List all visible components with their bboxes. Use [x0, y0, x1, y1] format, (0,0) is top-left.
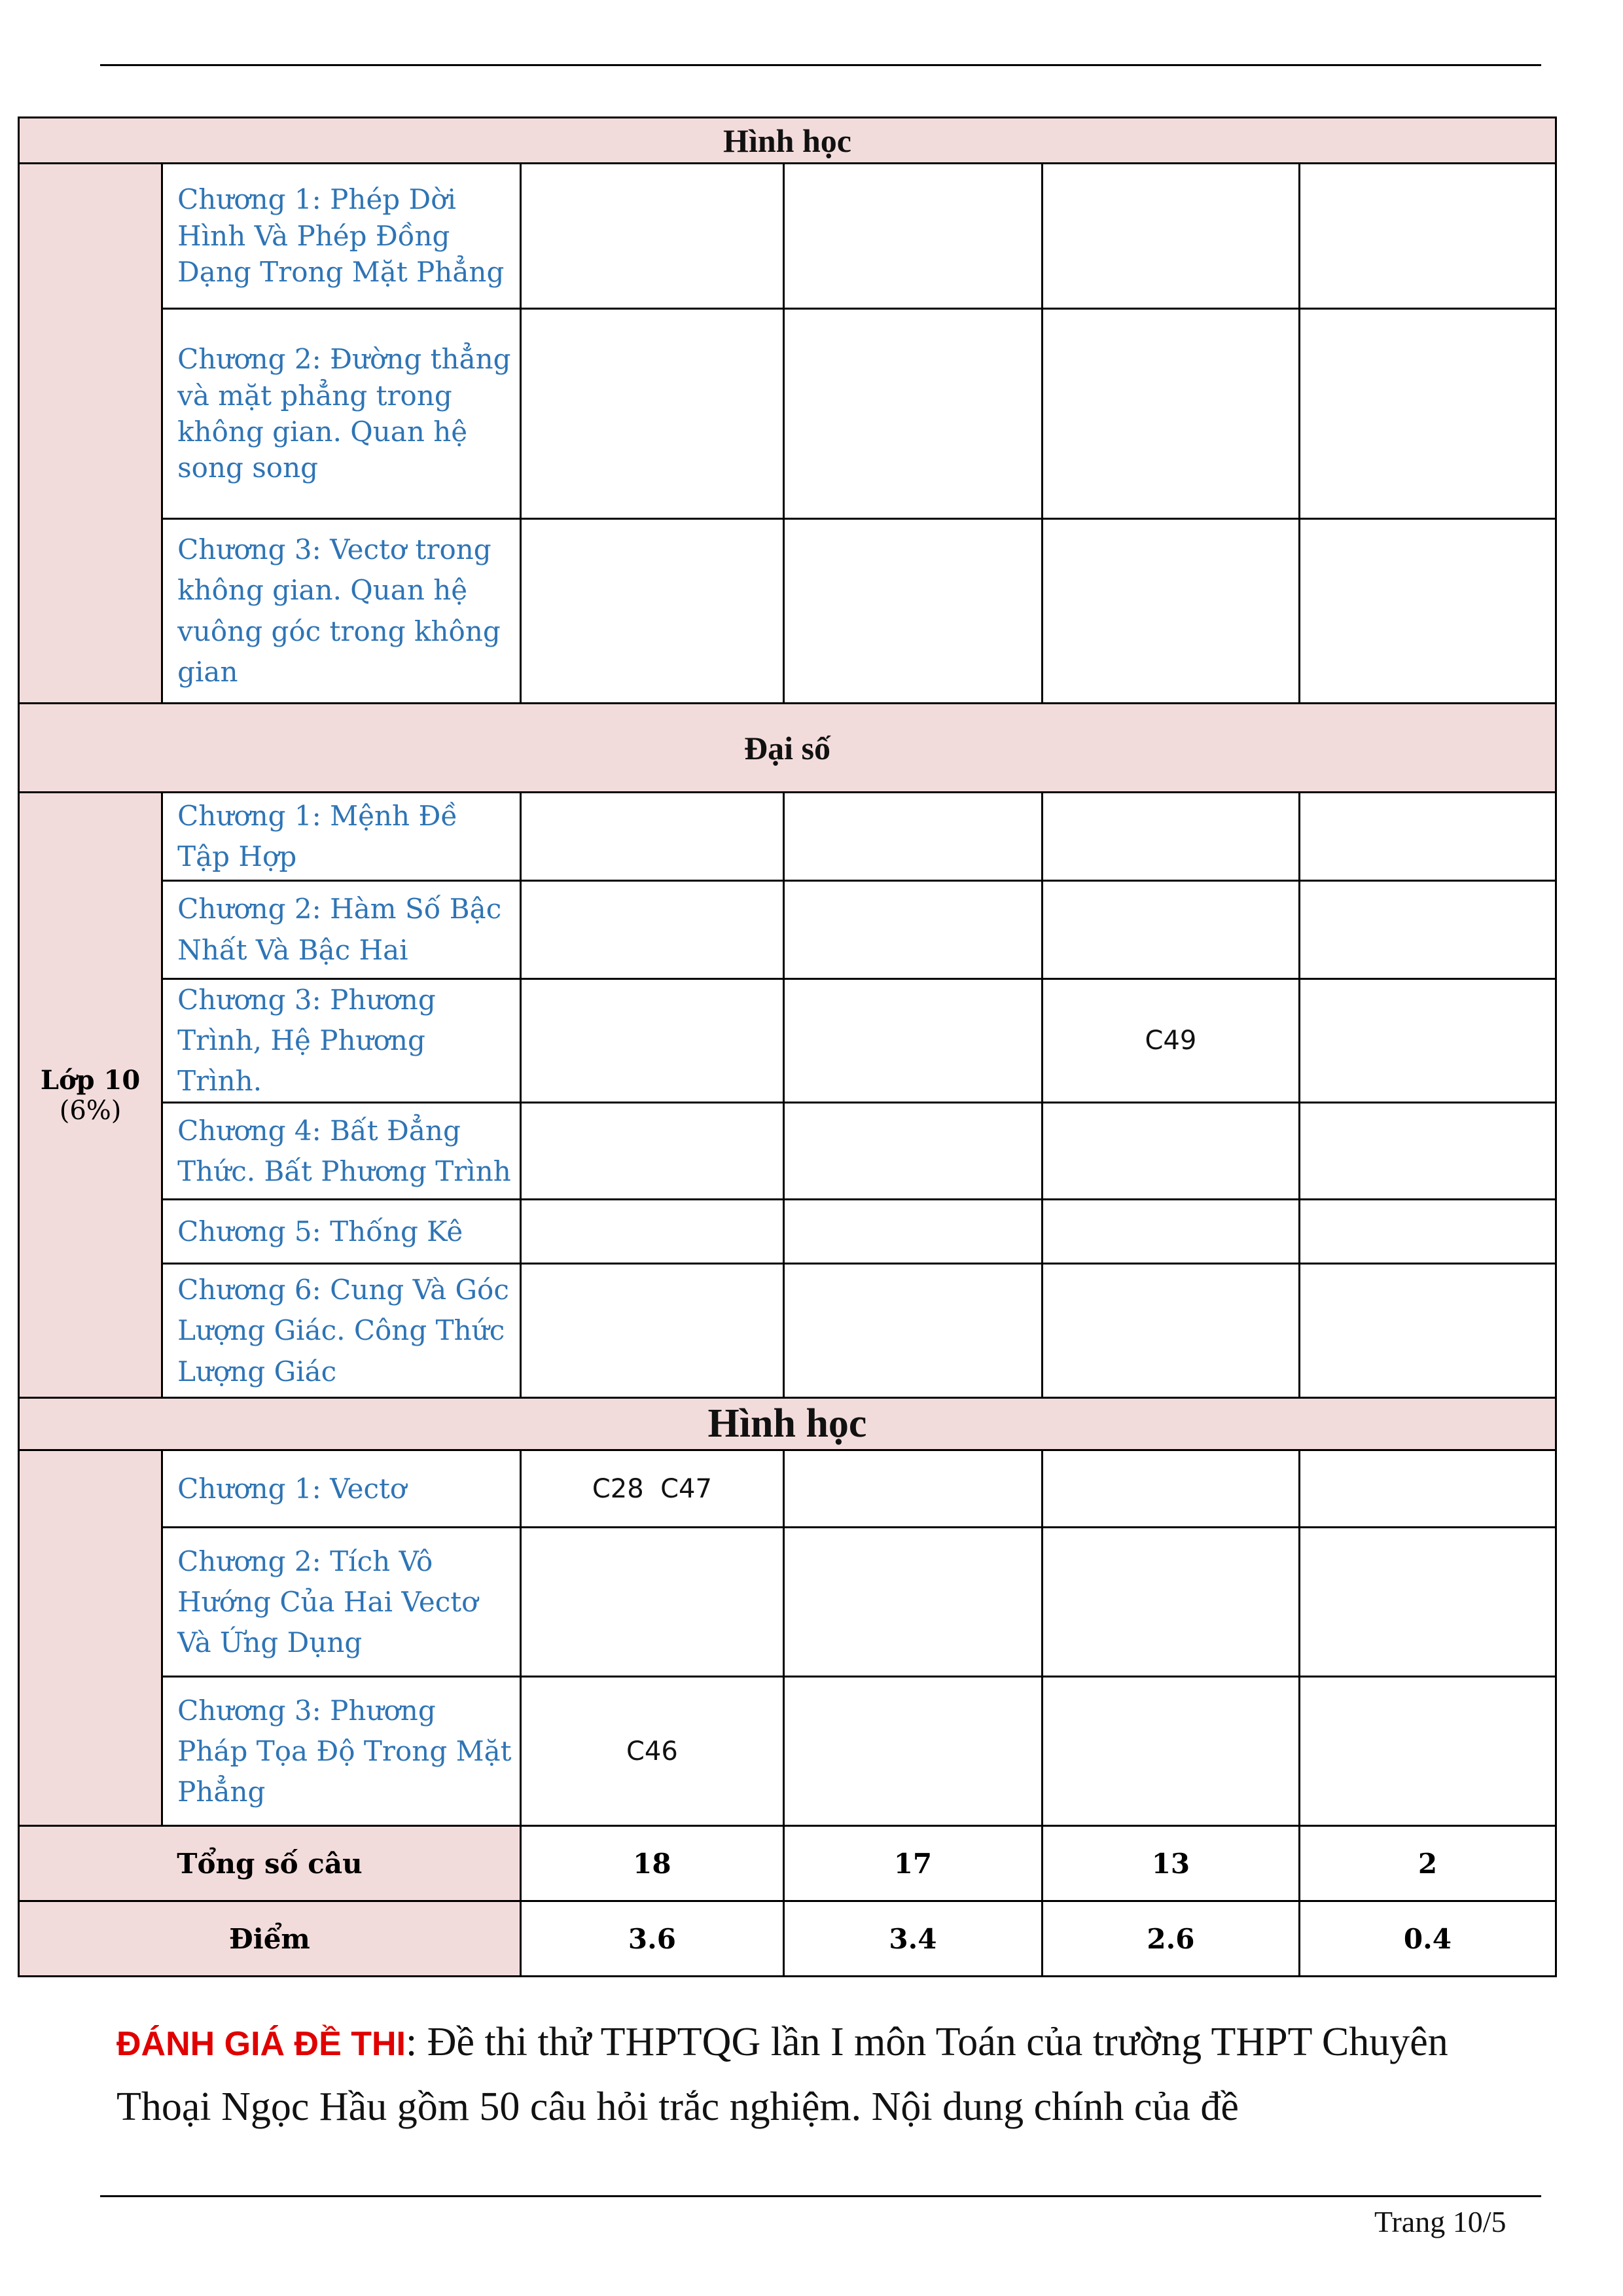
cell — [520, 979, 783, 1103]
table-row — [19, 1200, 1556, 1264]
grade-percent: (6%) — [59, 1095, 122, 1126]
cell — [783, 1103, 1042, 1200]
cell — [520, 1103, 783, 1200]
chapter-label: Chương 4: Bất Đẳng Thức. Bất Phương Trình — [162, 1103, 521, 1200]
evaluation-text: : Đề thi thử THPTQG lần I môn Toán của trường THPT Chuyên Thoại Ngọc Hầu gồm 50 câu hỏi trắc nghiệm. Nội dung chính của đề — [116, 2020, 1448, 2129]
section-title: Hình học — [19, 1398, 1556, 1450]
evaluation-label: ĐÁNH GIÁ ĐỀ THI — [116, 2025, 406, 2063]
exam-matrix-table — [18, 117, 1557, 1977]
table-row — [19, 793, 1556, 881]
scores-row — [19, 1901, 1556, 1977]
cell — [1042, 164, 1299, 309]
cell — [1042, 1677, 1299, 1826]
chapter-label: Chương 3: Phương Pháp Tọa Độ Trong Mặt Phẳng — [162, 1677, 521, 1826]
cell — [783, 881, 1042, 979]
cell — [783, 1264, 1042, 1398]
total-value: 18 — [520, 1826, 783, 1901]
scores-label: Điểm — [19, 1901, 521, 1977]
section-title: Hình học — [19, 118, 1556, 164]
cell — [1042, 1528, 1299, 1677]
cell — [1042, 1200, 1299, 1264]
table-row — [19, 979, 1556, 1103]
chapter-label: Chương 1: Phép Dời Hình Và Phép Đồng Dạng Trong Mặt Phẳng — [162, 164, 521, 309]
table-row — [19, 881, 1556, 979]
chapter-label: Chương 1: Vectơ — [162, 1450, 521, 1528]
chapter-label: Chương 5: Thống Kê — [162, 1200, 521, 1264]
cell — [1299, 1450, 1556, 1528]
chapter-label: Chương 3: Phương Trình, Hệ Phương Trình. — [162, 979, 521, 1103]
bottom-rule — [100, 2195, 1541, 2197]
cell — [1299, 1677, 1556, 1826]
table-row — [19, 309, 1556, 519]
table-row — [19, 164, 1556, 309]
cell — [520, 1264, 783, 1398]
cell — [1299, 164, 1556, 309]
table-row — [19, 1677, 1556, 1826]
section-header-geometry10 — [19, 1398, 1556, 1450]
table-row — [19, 1450, 1556, 1528]
totals-label: Tổng số câu — [19, 1826, 521, 1901]
cell — [783, 1677, 1042, 1826]
cell — [1299, 1200, 1556, 1264]
chapter-label: Chương 6: Cung Và Góc Lượng Giác. Công Thức Lượng Giác — [162, 1264, 521, 1398]
cell — [520, 309, 783, 519]
cell — [783, 309, 1042, 519]
cell — [783, 1200, 1042, 1264]
cell — [1042, 1103, 1299, 1200]
cell — [783, 793, 1042, 881]
cell — [520, 164, 783, 309]
chapter-label: Chương 2: Đường thẳng và mặt phẳng trong không gian. Quan hệ song song — [162, 309, 521, 519]
grade-cell-empty — [19, 1450, 162, 1826]
score-value: 2.6 — [1042, 1901, 1299, 1977]
table-row — [19, 1528, 1556, 1677]
chapter-label: Chương 2: Hàm Số Bậc Nhất Và Bậc Hai — [162, 881, 521, 979]
score-value: 0.4 — [1299, 1901, 1556, 1977]
chapter-label: Chương 3: Vectơ trong không gian. Quan hệ vuông góc trong không gian — [162, 519, 521, 704]
cell-c49: C49 — [1042, 979, 1299, 1103]
score-value: 3.6 — [520, 1901, 783, 1977]
page-number: Trang 10/5 — [1374, 2205, 1507, 2238]
cell — [1299, 979, 1556, 1103]
cell — [783, 979, 1042, 1103]
grade-label: Lớp 10 — [40, 1064, 141, 1096]
cell — [1042, 309, 1299, 519]
cell — [1299, 1528, 1556, 1677]
cell — [520, 881, 783, 979]
cell — [1042, 1264, 1299, 1398]
cell — [520, 1528, 783, 1677]
cell — [1299, 309, 1556, 519]
cell-c46: C46 — [520, 1677, 783, 1826]
chapter-label: Chương 2: Tích Vô Hướng Của Hai Vectơ Và Ứng Dụng — [162, 1528, 521, 1677]
cell — [1299, 1264, 1556, 1398]
chapter-label: Chương 1: Mệnh Đề Tập Hợp — [162, 793, 521, 881]
cell — [1042, 881, 1299, 979]
cell — [1299, 881, 1556, 979]
cell — [783, 1528, 1042, 1677]
table-row — [19, 519, 1556, 704]
totals-row — [19, 1826, 1556, 1901]
total-value: 13 — [1042, 1826, 1299, 1901]
cell — [783, 1450, 1042, 1528]
section-header-geometry11 — [19, 118, 1556, 164]
total-value: 2 — [1299, 1826, 1556, 1901]
cell — [520, 519, 783, 704]
cell — [1042, 793, 1299, 881]
cell — [1299, 1103, 1556, 1200]
cell-c28-c47: C28 C47 — [520, 1450, 783, 1528]
cell — [783, 164, 1042, 309]
cell — [783, 519, 1042, 704]
cell — [1042, 1450, 1299, 1528]
cell — [1299, 519, 1556, 704]
top-rule — [100, 64, 1541, 66]
score-value: 3.4 — [783, 1901, 1042, 1977]
table-row — [19, 1103, 1556, 1200]
section-title: Đại số — [19, 704, 1556, 793]
section-header-algebra10 — [19, 704, 1556, 793]
evaluation-paragraph — [116, 2011, 1517, 2138]
table-row — [19, 1264, 1556, 1398]
cell — [1299, 793, 1556, 881]
cell — [1042, 519, 1299, 704]
grade-cell — [19, 793, 162, 1398]
cell — [520, 1200, 783, 1264]
cell — [520, 793, 783, 881]
total-value: 17 — [783, 1826, 1042, 1901]
grade-cell-empty — [19, 164, 162, 704]
